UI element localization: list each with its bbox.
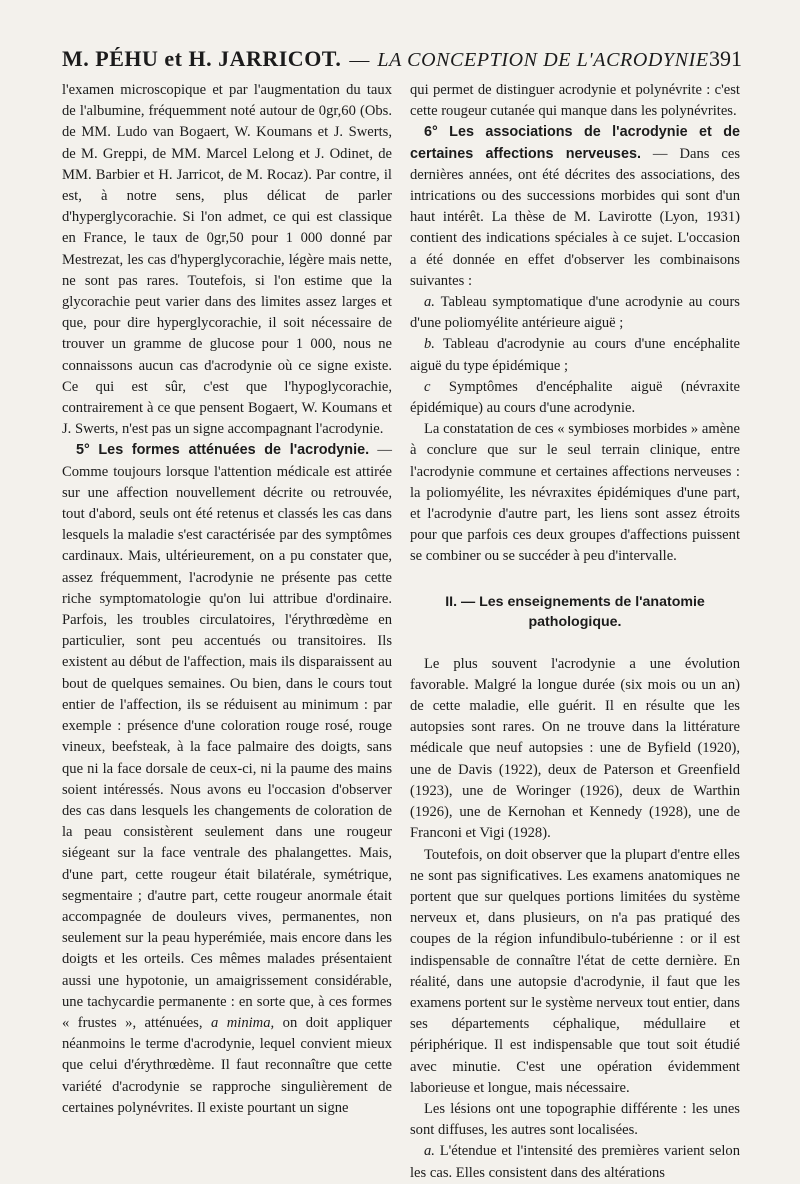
page-number: 391 xyxy=(709,46,742,71)
paragraph-continuation: l'examen microscopique et par l'augmentation du taux de l'albumine, fréquemment noté autour de 0gr,60 (Obs. de MM. Ludo van Bogaert, W. Koumans et J. Swerts, de M. Greppi, de MM. Marcel Lelong et J. Odinet, de MM. Barbier et H. Jarricot, de M. Rocaz). Par contre, il est, à notre sens, plus délicat de parler d'hyperglycorachie. Si l'on admet, ce qui est classique en France, le taux de 0gr,50 pour 1 000 donné par Mestrezat, les cas d'hyperglycorachie, légère mais nette, ne sont pas rares. Toutefois, si l'on estime que la glycorachie peut varier dans des limites assez larges et que, pour dire hyperglycorachie, il soit nécessaire de trouver un gramme de glucose pour 1 000, nous ne connaissons aucun cas d'acrodynie où ce signe existe. Ce qui est sûr, c'est que l'hypoglycorachie, contrairement à ce que pensent Bogaert, W. Koumans et J. Swerts, n'est pas un signe accompagnant l'acrodynie. xyxy=(62,82,392,438)
left-column xyxy=(62,80,392,1119)
right-column xyxy=(410,80,740,1184)
paragraph-continuation-right: qui permet de distinguer acrodynie et polynévrite : c'est cette rougeur cutanée qui manque dans les polynévrites. xyxy=(410,82,740,120)
list-item-c xyxy=(410,377,740,419)
list-item-b-text: Tableau d'acrodynie au cours d'une encéphalite aiguë du type épidémique ; xyxy=(410,336,740,374)
list-item-c-letter: c xyxy=(424,378,431,395)
paragraph-lesions: Les lésions ont une topographie différente : les unes sont diffuses, les autres sont localisées. xyxy=(410,1100,740,1139)
paragraph-section-5 xyxy=(62,440,392,1119)
section-5-dash: — xyxy=(369,442,392,459)
list-item-b xyxy=(410,334,740,376)
section-5-italic: a minima, xyxy=(210,1014,275,1031)
section-6-dash: — xyxy=(640,145,680,162)
header-authors: M. PÉHU et H. JARRICOT. xyxy=(62,46,342,71)
header-title: LA CONCEPTION DE L'ACRODYNIE xyxy=(377,49,709,71)
running-header xyxy=(62,46,742,76)
paragraph-lesions-a xyxy=(410,1141,740,1183)
list-item-c-text: Symptômes d'encéphalite aiguë (névraxite épidémique) au cours d'une acrodynie. xyxy=(410,378,740,417)
list-item-a-text: Tableau symptomatique d'une acrodynie au cours d'une poliomyélite antérieure aiguë ; xyxy=(410,294,740,332)
lesions-a-text: L'étendue et l'intensité des premières varient selon les cas. Elles consistent dans des altérations xyxy=(410,1143,740,1181)
paragraph-conclusion: La constatation de ces « symbioses morbides » amène à conclure que sur le seul terrain clinique, entre l'acrodynie commune et certaines affections nerveuses : la poliomyélite, les névraxites épidémiques d'une part, et l'acrodynie d'autre part, les liens sont assez étroits pour que parfois ces deux groupes d'affections puissent se combiner ou se succéder à peu d'intervalle. xyxy=(410,421,740,565)
section-5-tail: on doit appliquer néanmoins le terme d'acrodynie, lequel convient mieux que celui d'érythrœdème. Il faut reconnaître que cette variété d'acrodynie se rapproche singulièrement de certaines polynévrites. Il existe pourtant un signe xyxy=(62,1014,392,1116)
header-separator: — xyxy=(349,49,370,71)
paragraph-autopsies: Le plus souvent l'acrodynie a une évolution favorable. Malgré la longue durée (six mois ou un an) de cette maladie, elle guérit. Il en résulte que les autopsies sont rares. On ne trouve dans la littérature médicale que neuf autopsies : une de Byfield (1920), une de Davis (1922), deux de Paterson et Greenfield (1923), une de Woringer (1926), deux de Warthin (1926), une de Kernohan et Kennedy (1928), une de Franconi et Vigi (1928). xyxy=(410,655,740,842)
list-item-b-letter: b. xyxy=(424,336,435,353)
list-item-a xyxy=(410,292,740,334)
section-5-heading: 5° Les formes atténuées de l'acrodynie. xyxy=(76,442,370,459)
section-6-heading: 6° Les associations de l'acrodynie et de certaines affections nerveuses. xyxy=(410,124,740,162)
list-item-a-letter: a. xyxy=(424,294,435,311)
section-6-body: Dans ces dernières années, ont été décrites des associations, des intrications ou des successions morbides qui sont d'un haut intérêt. La thèse de M. Lavirotte (Lyon, 1931) contient des indications spéciales à ce sujet. L'occasion a été donnée en effet d'observer les combinaisons suivantes : xyxy=(410,145,741,289)
section-5-body: Comme toujours lorsque l'attention médicale est attirée sur une affection nouvellement décrite ou retrouvée, tout d'abord, seuls ont été retenus et classés les cas dans lesquels la maladie s'est caractérisée par des symptômes cardinaux. Mais, ultérieurement, on a pu constater que, assez fréquemment, l'acrodynie ne présente pas cette riche symptomatologie qu'on lui attribue d'ordinaire. Parfois, les troubles circulatoires, l'érythrœdème en particulier, sont peu accentués ou transitoires. Ils existent au début de l'affection, mais ils disparaissent au bout de quelques semaines. Ou bien, dans le cours tout entier de l'affection, ils se réduisent au minimum : par exemple : présence d'une coloration rouge rosé, rouge vineux, beefsteak, à la face palmaire des doigts, sans que ni la face dorsale de ceux-ci, ni la paume des mains soient intéressés. Nous avons eu l'occasion d'observer des cas dans lesquels les changements de coloration de la peau consistèrent seulement dans une rougeur siégeant sur la face ventrale des phalangettes. Mais, d'une part, cette rougeur était bilatérale, symétrique, segmentaire ; d'autre part, cette rougeur anormale était accompagnée de douleurs vives, permanentes, non seulement sur la peau hyperémiée, mais encore dans les doigts et les orteils. Ces mêmes malades présentaient aussi une hypotonie, un amaigrissement considérable, une tachycardie permanente : en sorte que, à ces formes « frustes », atténuées, xyxy=(62,463,392,1031)
lesions-a-letter: a. xyxy=(424,1143,435,1160)
section-heading-anatomy: II. — Les enseignements de l'anatomie pathologique. xyxy=(445,593,705,630)
paragraph-examinations: Toutefois, on doit observer que la plupart d'entre elles ne sont pas significatives. Les examens anatomiques ne portent que sur quelques portions limitées du système nerveux et, dans plusieurs, on n'a pas pratiqué des coupes de la région infundibulo-tubérienne : or il est indispensable de connaître l'état de cette dernière. En réalité, dans une autopsie d'acrodynie, il faut que les examens portent sur le système nerveux tout entier, dans ses départements céphalique, médullaire et périphérique. Il est indispensable que tout soit étudié avec minutie. C'est une opération évidemment laborieuse et longue, mais nécessaire. xyxy=(410,846,740,1096)
paragraph-section-6 xyxy=(410,122,740,292)
